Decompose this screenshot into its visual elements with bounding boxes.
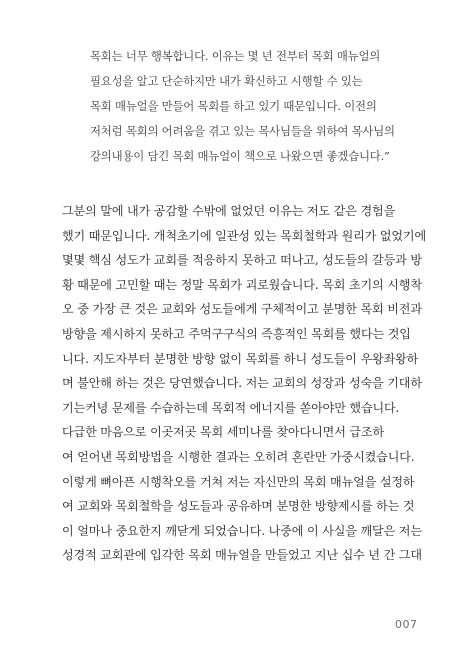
body-line: 이렇게 뼈아픈 시행착오를 거쳐 저는 자신만의 목회 매뉴얼을 설정하 <box>62 474 415 489</box>
body-line: 니다. 지도자부터 분명한 방향 없이 목회를 하니 성도들이 우왕좌왕하 <box>62 351 419 366</box>
quote-line: 저처럼 목회의 어려움을 겪고 있는 목사님들을 위하여 목사님의 <box>90 124 395 138</box>
body-line: 여 얻어낸 목회방법을 시행한 결과는 오히려 혼란만 가중시켰습니다. <box>62 449 415 464</box>
body-line: 며 불안해 하는 것은 당연했습니다. 저는 교회의 성장과 성숙을 기대하 <box>62 376 422 391</box>
body-line: 기는커녕 문제를 수습하는데 목회적 에너지를 쏟아야만 했습니다. <box>62 400 400 415</box>
body-line: 성경적 교회관에 입각한 목회 매뉴얼을 만들었고 지난 십수 년 간 그대 <box>62 548 422 563</box>
body-line: 오 중 가장 큰 것은 교회와 성도들에게 구체적이고 분명한 목회 비전과 <box>62 302 422 317</box>
body-line: 방향을 제시하지 못하고 주먹구구식의 즉흥적인 목회를 했다는 것입 <box>62 326 411 341</box>
quote-block <box>90 44 430 169</box>
body-line: 이 얼마나 중요한지 깨닫게 되었습니다. 나중에 이 사실을 깨달은 저는 <box>62 523 422 538</box>
body-paragraphs <box>62 199 424 568</box>
body-line: 다급한 마음으로 이곳저곳 목회 세미나를 찾아다니면서 급조하 <box>62 425 385 440</box>
quote-line: 필요성을 알고 단순하지만 내가 확신하고 시행할 수 있는 <box>90 74 363 88</box>
body-line: 몇몇 핵심 성도가 교회를 적응하지 못하고 떠나고, 성도들의 갈등과 방 <box>62 253 422 268</box>
page-number: 007 <box>395 618 418 631</box>
quote-line: 강의내용이 담긴 목회 매뉴얼이 책으로 나왔으면 좋겠습니다.” <box>90 149 390 163</box>
quote-line: 목회는 너무 행복합니다. 이유는 몇 년 전부터 목회 매뉴얼의 <box>90 49 381 63</box>
body-line: 했기 때문입니다. 개척초기에 일관성 있는 목회철학과 원리가 없었기에 <box>62 228 426 243</box>
body-line: 황 때문에 고민할 때는 정말 목회가 괴로웠습니다. 목회 초기의 시행착 <box>62 277 422 292</box>
body-line: 여 교회와 목회철학을 성도들과 공유하며 분명한 방향제시를 하는 것 <box>62 499 415 514</box>
body-line: 그분의 말에 내가 공감할 수밖에 없었던 이유는 저도 같은 경험을 <box>62 204 396 218</box>
quote-line: 목회 매뉴얼을 만들어 목회를 하고 있기 때문입니다. 이전의 <box>90 99 377 113</box>
